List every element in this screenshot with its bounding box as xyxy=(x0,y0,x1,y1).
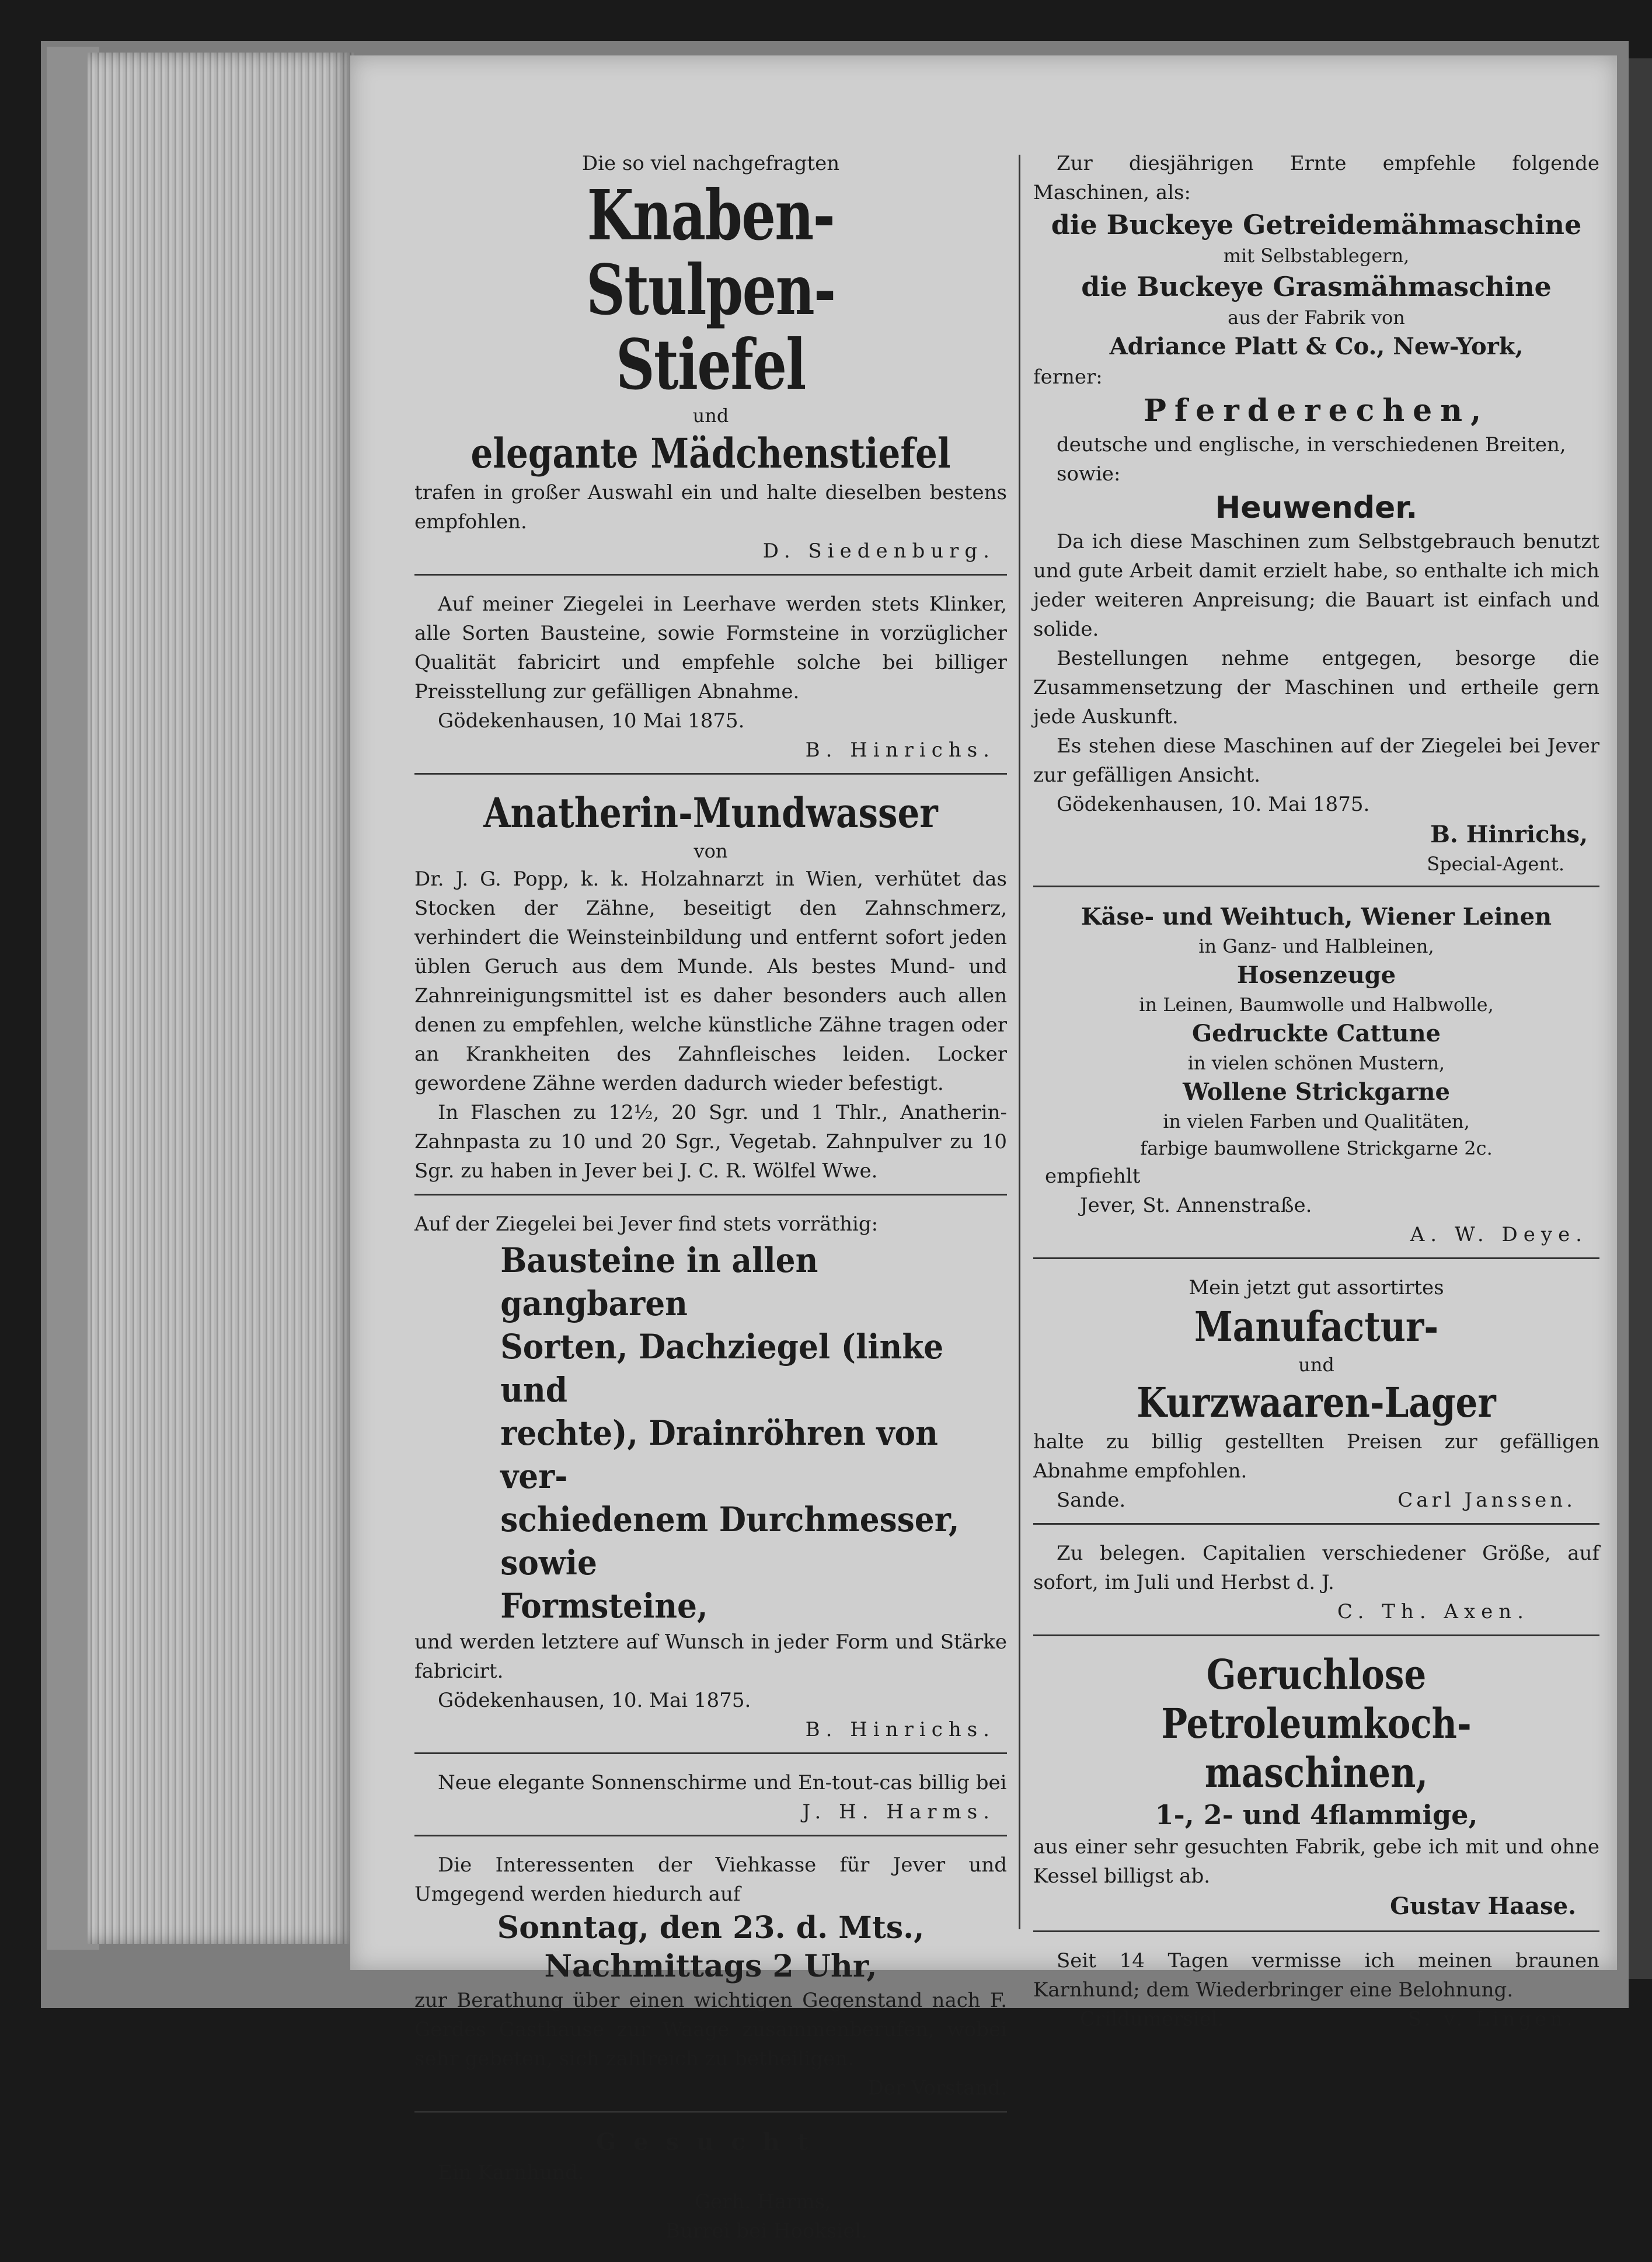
newspaper-page xyxy=(350,55,1617,2243)
ad-signature: J. H. Harms. xyxy=(802,1800,995,1824)
ad-signature: S. v. Lingen. xyxy=(1407,2007,1576,2031)
ad-signature: D. Siedenburg. xyxy=(762,539,995,563)
ad-signature: B. Hinrichs, xyxy=(1430,821,1588,848)
ad-signature-title: Special-Agent. xyxy=(1427,853,1564,875)
ad-headline: Sonntag, den 23. d. Mts., xyxy=(497,1910,925,1946)
ad-subline: in Ganz- und Halbleinen, xyxy=(1198,935,1434,957)
ad-body: Auf meiner Ziegelei in Leerhave werden stets Klinker, alle Sorten Bausteine, sowie Formsteine in vorzüglicher Qualität fabricirt und empfehle solche bei billiger Preisstellung zur gefälligen Abnahme. xyxy=(414,592,1007,703)
ad-signature: B. Hinrichs. xyxy=(805,738,995,762)
ad-subline: mit Selbstablegern, xyxy=(1223,245,1410,267)
ad-signature: B. Hinrichs. xyxy=(805,1718,995,1741)
ad-headline: Geruchlose Petroleumkoch- xyxy=(1161,1650,1472,1748)
facing-page-edge xyxy=(1629,58,1652,1979)
ad-subline: farbige baumwollene Strickgarne 2c. xyxy=(1140,1137,1493,1159)
ad-headline-line: Formsteine, xyxy=(500,1586,708,1626)
ad-headline: 1-, 2- und 4flammige, xyxy=(1155,1799,1478,1831)
ad-body: Die Interessenten der Viehkasse für Jever und Umgegend werden hiedurch auf xyxy=(414,1853,1007,1906)
ad-sonnenschirme xyxy=(414,1762,1007,1836)
ad-janssen-lager xyxy=(1033,1267,1599,1525)
ad-body: Seit 14 Tagen vermisse ich meinen braunen Karnhund; dem Wiederbringer eine Belohnung. xyxy=(1033,1949,1599,2002)
ad-maehmaschinen xyxy=(1033,143,1599,887)
ad-place: Crildumersiel. xyxy=(1080,2007,1224,2031)
ad-deye-stoffe xyxy=(1033,895,1599,1259)
ad-body: Es stehen diese Maschinen auf der Ziegelei bei Jever zur gefälligen Ansicht. xyxy=(1033,734,1599,787)
ad-place: Jever, St. Annenstraße. xyxy=(1080,1194,1312,1217)
ad-headline: Kurzwaaren-Lager xyxy=(1137,1378,1496,1427)
ad-subline: in Leinen, Baumwolle und Halbwolle, xyxy=(1139,994,1494,1016)
ad-intro: Die so viel nachgefragten xyxy=(581,152,840,175)
ad-body: aus einer sehr gesuchten Fabrik, gebe ich mit und ohne Kessel billigst ab. xyxy=(1033,1835,1599,1888)
ad-headline: Pferderechen, xyxy=(1143,393,1490,428)
ad-footer xyxy=(1033,2005,1599,2034)
ad-body: trafen in großer Auswahl ein und halte dieselben bestens empfohlen. xyxy=(414,481,1007,534)
ad-petroleumkochmaschinen xyxy=(1033,1644,1599,1932)
ad-headline: maschinen, xyxy=(1204,1748,1428,1797)
right-column xyxy=(1033,143,1599,2050)
ad-intro: Mein jetzt gut assortirtes xyxy=(1189,1276,1444,1299)
ad-body: Zu belegen. Capitalien verschiedener Größe, auf sofort, im Juli und Herbst d. J. xyxy=(1033,1542,1599,1594)
ad-signature: Gerh. Harms, xyxy=(695,2190,831,2214)
ad-body: Dr. J. G. Popp, k. k. Holzahnarzt in Wien, verhütet das Stocken der Zähne, beseitigt den Zahnschmerz, verhindert die Weinsteinbildung und entfernt sofort jeden üblen Geruch aus dem Munde. Als bestes Mund- und Zahnreinigungsmittel ist es daher besonders auch allen denen zu empfehlen, welche künstliche Zähne tragen oder an Krankheiten des Zahnfleisches leiden. Locker gewordene Zähne werden dadurch wieder befestigt. xyxy=(414,867,1007,1095)
ad-body: Ein Karnhund. xyxy=(438,2161,584,2184)
ad-signature: Carl Janssen. xyxy=(1397,1489,1576,1512)
ad-connector: und xyxy=(1298,1354,1334,1376)
ad-headline: Anatherin-Mundwasser xyxy=(483,789,938,837)
ad-body: Neue elegante Sonnenschirme und En-tout-cas billig bei xyxy=(438,1771,1007,1794)
ad-headline-line: Sorten, Dachziegel (linke und xyxy=(500,1327,944,1410)
ad-viehkasse xyxy=(414,1845,1007,2113)
ad-place-date: Gödekenhausen, 10 Mai 1875. xyxy=(438,709,745,733)
ad-subline: ferner: xyxy=(1033,365,1103,389)
ad-headline: Käse- und Weihtuch, Wiener Leinen xyxy=(1081,903,1552,930)
ad-place-date: Gödekenhausen, 10. Mai 1875. xyxy=(438,1689,751,1712)
ad-footer xyxy=(1033,1486,1599,1515)
ad-body: Da ich diese Maschinen zum Selbstgebrauch benutzt und gute Arbeit damit erzielt habe, so enthalte ich mich jeder weiteren Anpreisung; die Bauart ist einfach und solide. xyxy=(1033,530,1599,641)
ad-headline: Gedruckte Cattune xyxy=(1192,1020,1441,1047)
ad-capitalien xyxy=(1033,1533,1599,1636)
ad-subline: aus der Fabrik von xyxy=(1228,306,1405,329)
ad-headline-line: rechte), Drainröhren von ver- xyxy=(500,1413,938,1496)
ad-headline-line: Bausteine in allen gangbaren xyxy=(500,1240,818,1323)
ad-subline: in vielen schönen Mustern, xyxy=(1187,1052,1445,1074)
ad-body: In Flaschen zu 12½, 20 Sgr. und 1 Thlr., Anatherin-Zahnpasta zu 10 und 20 Sgr., Vegetab. Zahnpulver zu 10 Sgr. zu haben in Jever bei J. C. R. Wölfel Wwe. xyxy=(414,1101,1007,1183)
ad-body: zur Berathung über einen wichtigen Gegenstand nach F. Gerdes Gasthause zur Waage zusammenberufen, wobei sehr gebeten, sich zahlreich zu betheiligen. xyxy=(414,1989,1007,2071)
ad-intro: Zur diesjährigen Ernte empfehle folgende Maschinen, als: xyxy=(1033,152,1599,204)
ad-headline: Gesucht xyxy=(595,2128,826,2156)
ad-headline: Knaben-Stulpen- xyxy=(586,175,835,330)
column-rule xyxy=(1019,155,1020,1929)
ad-anatherin xyxy=(414,783,1007,1196)
ad-subline: empfiehlt xyxy=(1045,1165,1141,1188)
ad-headline: Manufactur- xyxy=(1194,1302,1439,1351)
ad-place: Sande. xyxy=(1057,1489,1126,1512)
ad-connector: und xyxy=(692,405,729,427)
ad-headline: Heuwender. xyxy=(1215,490,1418,525)
ad-connector: von xyxy=(693,840,728,862)
ad-headline: elegante Mädchenstiefel xyxy=(470,429,951,478)
ad-knaben-stiefel xyxy=(414,143,1007,576)
ad-body: und werden letztere auf Wunsch in jeder Form und Stärke fabricirt. xyxy=(414,1630,1007,1683)
left-column xyxy=(414,143,1007,2262)
ad-headline: Hosenzeuge xyxy=(1236,961,1396,989)
ad-ziegelei-jever xyxy=(414,1204,1007,1754)
ad-gesucht xyxy=(414,2121,1007,2254)
ad-signature-place: Burrei bei Hooksiel. xyxy=(665,2219,868,2243)
ad-karnhund-vermisst xyxy=(1033,1940,1599,2042)
ad-signature: C. Th. Axen. xyxy=(1337,1600,1529,1623)
ad-headline: Adriance Platt & Co., New-York, xyxy=(1109,333,1524,360)
ad-signature: Gustav Haase. xyxy=(1390,1892,1576,1920)
ad-place-date: Gödekenhausen, 10. Mai 1875. xyxy=(1057,793,1370,816)
ad-body: halte zu billig gestellten Preisen zur gefälligen Abnahme empfohlen. xyxy=(1033,1430,1599,1483)
ad-intro: Auf der Ziegelei bei Jever find stets vorräthig: xyxy=(414,1212,879,1236)
page-edges xyxy=(88,53,356,1944)
ad-ziegelei-leerhave xyxy=(414,584,1007,775)
ad-headline: Nachmittags 2 Uhr, xyxy=(544,1949,877,1984)
ad-headline: Stiefel xyxy=(616,324,806,405)
ad-headline: Wollene Strickgarne xyxy=(1183,1078,1450,1106)
ad-subline: in vielen Farben und Qualitäten, xyxy=(1163,1110,1470,1132)
ad-subline: deutsche und englische, in verschiedenen Breiten, sowie: xyxy=(1057,433,1566,486)
ad-headline-line: schiedenem Durchmesser, sowie xyxy=(500,1500,960,1583)
ad-headline: die Buckeye Getreidemähmaschine xyxy=(1051,209,1582,241)
ad-signature: A. W. Deye. xyxy=(1410,1223,1588,1246)
ad-signature: Der Vorstand. xyxy=(867,2076,1007,2100)
ad-headline: die Buckeye Grasmähmaschine xyxy=(1081,271,1552,302)
ad-body: Bestellungen nehme entgegen, besorge die Zusammensetzung der Maschinen und ertheile gern jede Auskunft. xyxy=(1033,647,1599,729)
